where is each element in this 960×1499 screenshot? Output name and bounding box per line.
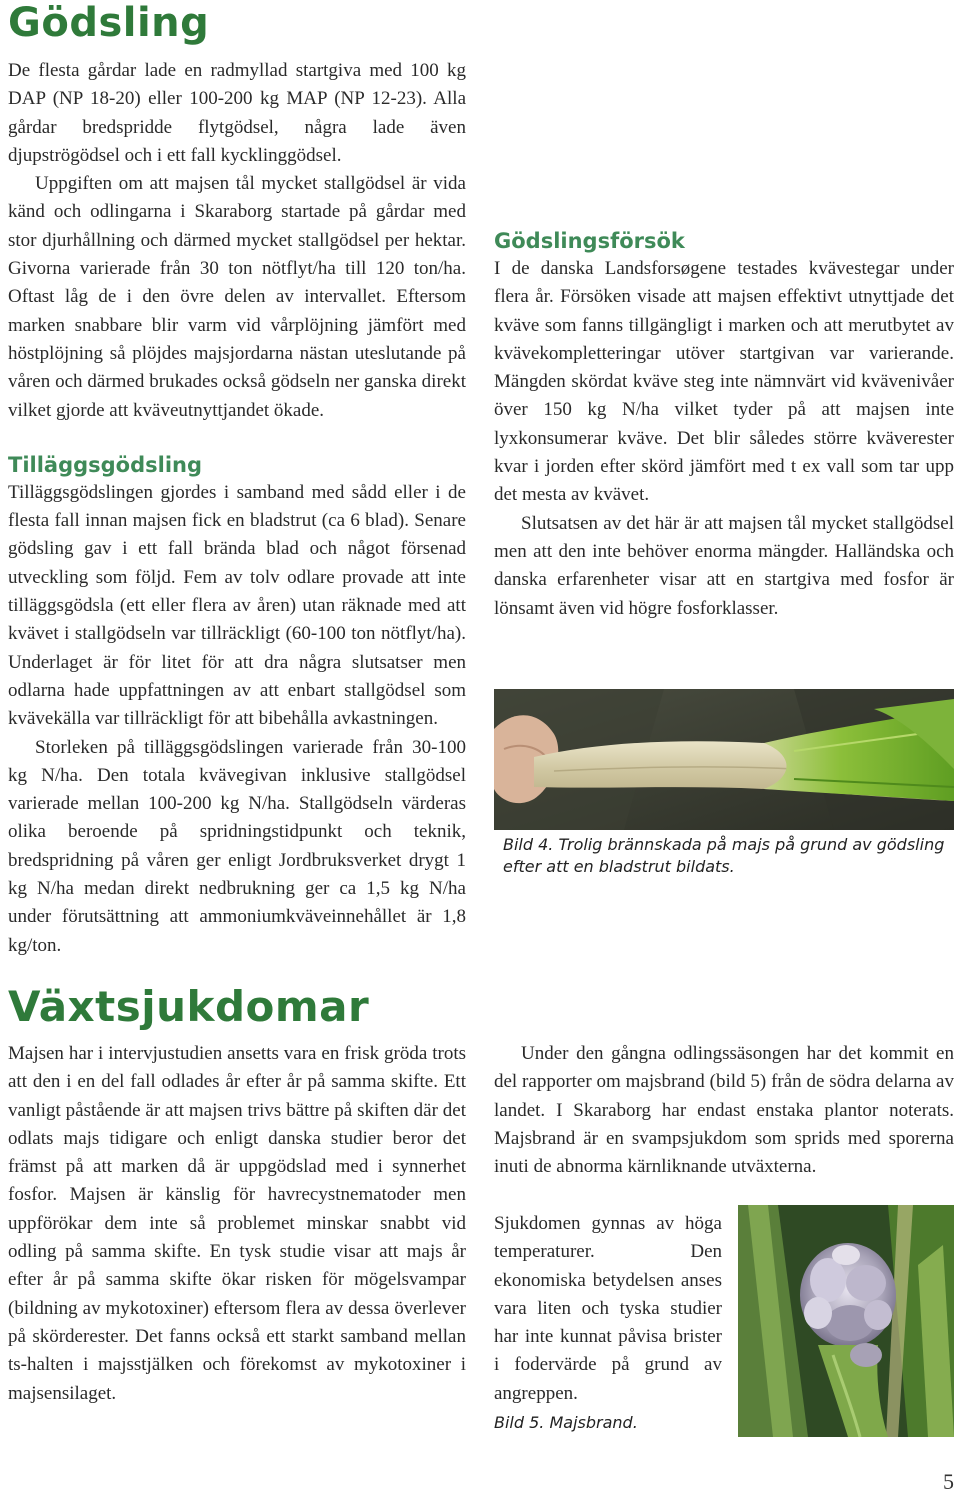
- figure-5-caption: Bild 5. Majsbrand.: [494, 1413, 638, 1433]
- paragraph: Sjukdomen gynnas av höga temperaturer. Den ekonomiska betydelsen anses vara liten och tyska studier har inte kunnat påvisa brister i fodervärde på grund av angreppen.: [494, 1213, 722, 1404]
- left-column-2: [8, 1040, 466, 1408]
- subheading-tillaggsgodsling: Tilläggsgödsling: [8, 452, 203, 477]
- right-column-2: [494, 1040, 954, 1181]
- paragraph: Uppgiften om att majsen tål mycket stallgödsel är vida känd och odlingarna i Skaraborg startade på gårdar med stor djurhållning och därmed mycket stallgödsel per hektar. Givorna varierade från 30 ton nötflyt/ha till 120 ton/ha. Oftast låg de i den övre delen av intervallet. Eftersom marken snabbare blir varm vid vårplöjning jämfört med höstplöjning så plöjdes majsjordarna nästan uteslutande på våren och därmed brukades också gödseln ner ganska direkt vilket gjorde att kväveutnyttjandet ökade.: [8, 173, 466, 421]
- paragraph: Under den gångna odlingssäsongen har det kommit en del rapporter om majsbrand (bild 5) från de södra delarna av landet. I Skaraborg har endast enstaka plantor noterats. Majsbrand är en svampsjukdom som sprids med sporerna inuti de abnorma kärnliknande utväxterna.: [494, 1043, 954, 1178]
- page-number: 5: [943, 1469, 954, 1494]
- left-column-1: [8, 57, 466, 960]
- paragraph: I de danska Landsforsøgene testades kvävestegar under flera år. Försöken visade att majsen effektivt utnyttjade det kväve som fanns tillgängligt i marken och att merutbytet av kvävekompletteringar utöver startgivan var varierande. Mängden skördat kväve steg inte nämnvärt vid kvävenivåer över 150 kg N/ha vilket tyder på att majsen inte lyxkonsumerar kväve. Det blir således större kväverester kvar i jorden efter skörd jämfört med t ex vall som tar upp det mesta av kvävet.: [494, 258, 954, 506]
- paragraph: Tilläggsgödslingen gjordes i samband med sådd eller i de flesta fall innan majsen fick en bladstrut (ca 6 blad). Senare gödsling gav i ett fall brända blad och något försenad utveckling som följd. Fem av tolv odlare provade att inte tilläggsgödsla (ett eller flera av åren) utan räknade med att kvävet i stallgödseln var tillräckligt (60-100 ton nötflyt/ha). Underlaget är för litet för att dra några slutsatser men odlarna hade uppfattningen av att enbart stallgödsel som kvävekälla var tillräckligt för att bibehålla avkastningen.: [8, 481, 466, 730]
- paragraph: Slutsatsen av det här är att majsen tål mycket stallgödsel men att den inte behöver enorma mängder. Halländska och danska erfarenheter visar att en startgiva med fosfor är lönsamt även vid högre fosforklasser.: [494, 512, 954, 619]
- section-title-vaxtsjukdomar: Växtsjukdomar: [8, 982, 370, 1031]
- figure-4-caption: Bild 4. Trolig brännskada på majs på grund av gödsling efter att en bladstrut bildats.: [503, 835, 945, 876]
- right-column-2-narrow: [494, 1210, 722, 1434]
- right-column-1: [494, 57, 954, 623]
- section-title-godsling: Gödsling: [8, 0, 210, 46]
- paragraph: Majsen har i intervjustudien ansetts vara en frisk gröda trots att den i en del fall odlades år efter år på samma skifte. Ett vanligt påstående är att majsen trivs bättre på skiften där det odlats majs tidigare och enligt danska studier beror det främst på att marken då är uppgödslad med i synnerhet fosfor. Majsen är känslig för havrecystnematoder men uppförökar dem inte så problemet minskar snabbt vid odling på samma skifte. En tysk studie visar att majs år efter år på samma skifte ökar risken för mögelsvampar (bildning av mykotoxiner) eftersom flera av dessa överlever på skörderester. Det fanns också ett starkt samband mellan ts-halten i majsstjälken och förekomst av mykotoxiner i majsensilaget.: [8, 1043, 466, 1404]
- paragraph: De flesta gårdar lade en radmyllad startgiva med 100 kg DAP (NP 18-20) eller 100-200 kg MAP (NP 12-23). Alla gårdar bredspridde flytgödsel, några lade även djupströgödsel och i ett fall kycklinggödsel.: [8, 60, 466, 166]
- paragraph: Storleken på tilläggsgödslingen varierade från 30-100 kg N/ha. Den totala kvävegivan inklusive stallgödsel varierade mellan 100-200 kg N/ha. Stallgödseln värderas olika beroende på spridningstidpunkt och teknik, bredspridning på våren ger enligt Jordbruksverket drygt 1 kg N/ha medan direkt nedbrukning ger ca 1,5 kg N/ha under förutsättning att ammoniumkväveinnehållet är 1,8 kg/ton.: [8, 736, 466, 956]
- subheading-godslingsforsok: Gödslingsförsök: [494, 229, 685, 253]
- figure-5-photo: [738, 1205, 954, 1437]
- figure-4-photo: [494, 689, 954, 830]
